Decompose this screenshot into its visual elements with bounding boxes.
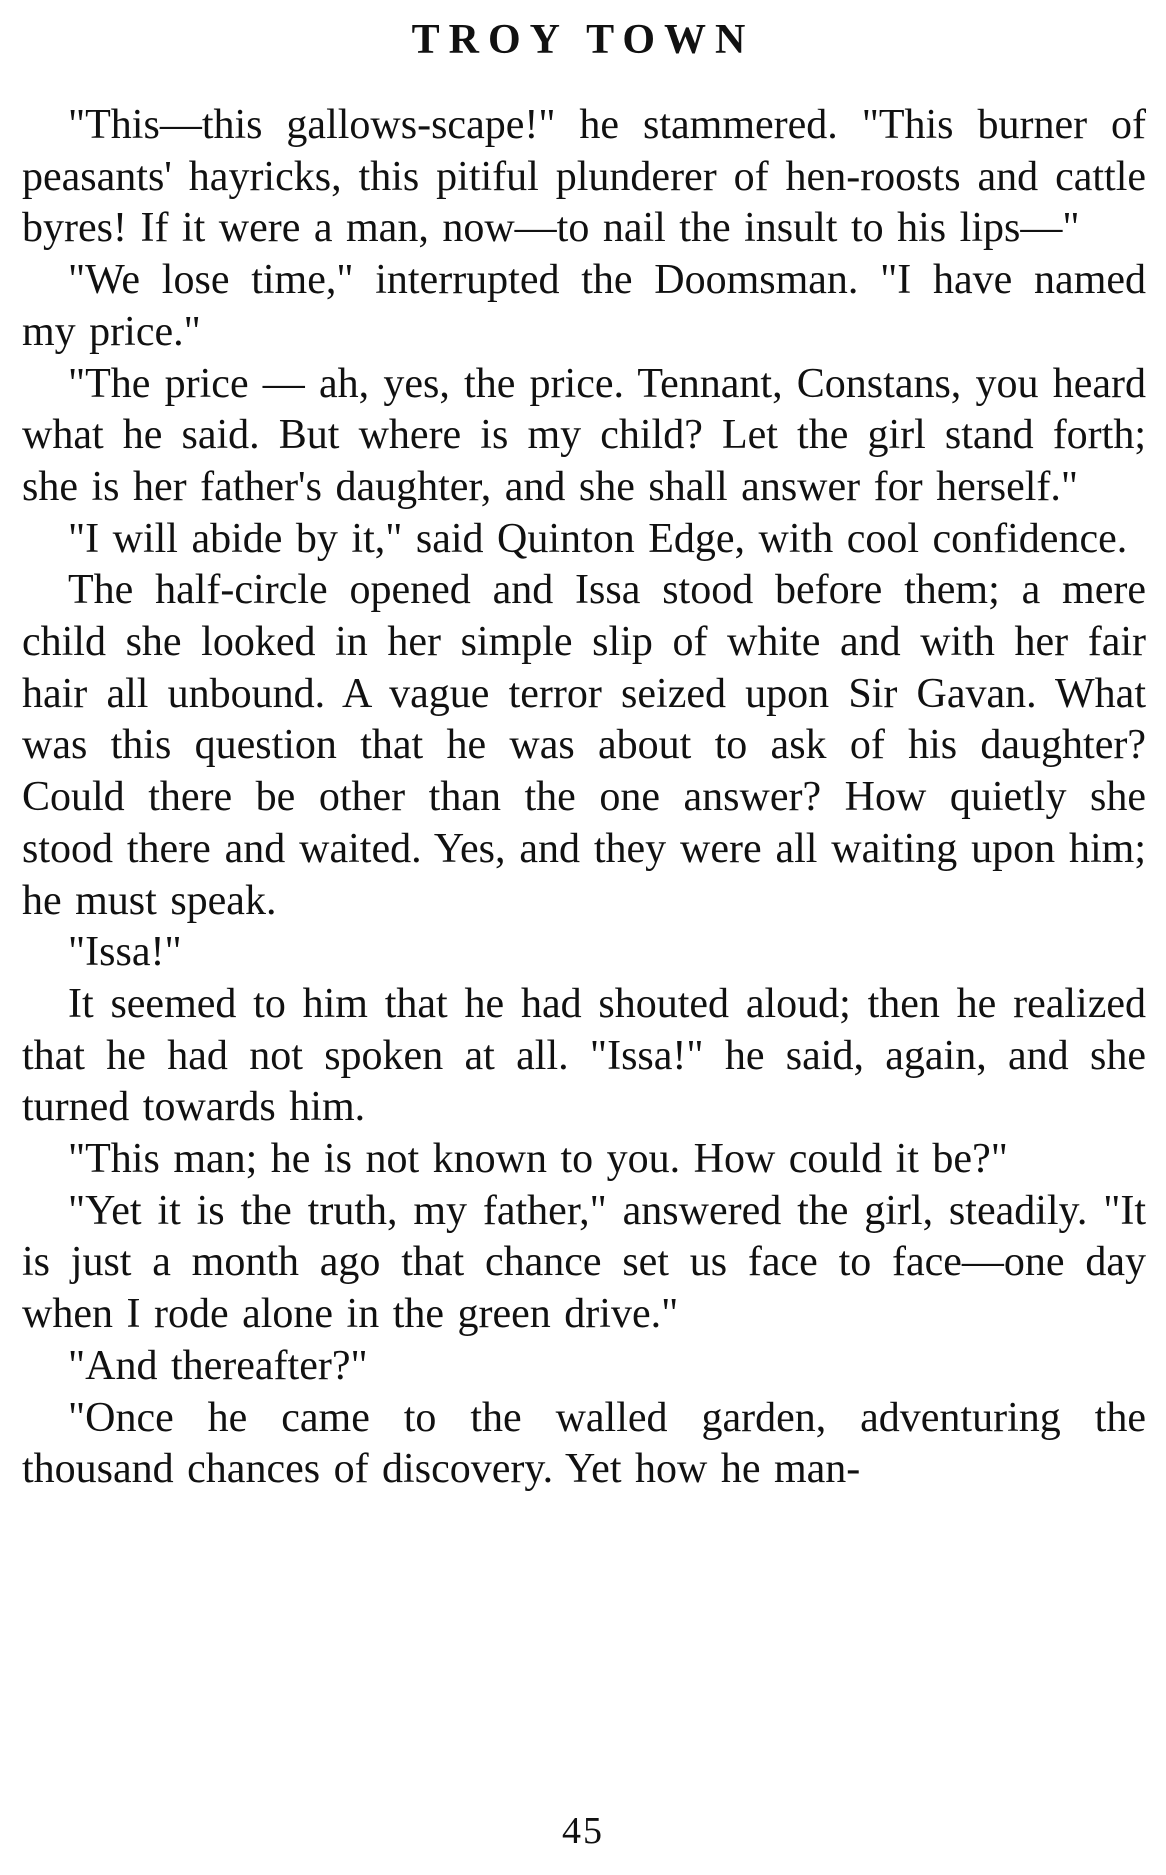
running-head: TROY TOWN — [411, 17, 755, 63]
paragraph: "This man; he is not known to you. How could it be?" — [68, 1136, 1008, 1183]
paragraph: "This—this gallows-scape!" he stammered. "This burner of peasants' hayricks, this pitiful plunderer of hen-roosts and cattle byres! If it were a man, now—to nail the insult to his lips—" — [22, 102, 1146, 252]
body-text — [22, 100, 1146, 1496]
paragraph: The half-circle opened and Issa stood before them; a mere child she looked in her simple slip of white and with her fair hair all unbound. A vague terror seized upon Sir Gavan. What was this question that he was about to ask of his daughter? Could there be other than the one answer? How quietly she stood there and waited. Yes, and they were all waiting upon him; he must speak. — [22, 567, 1146, 924]
paragraph: "Once he came to the walled garden, adventuring the thousand chances of discovery. Yet how he man- — [22, 1394, 1146, 1493]
paragraph: "And thereafter?" — [68, 1342, 368, 1389]
paragraph: "The price — ah, yes, the price. Tennant, Constans, you heard what he said. But where is my child? Let the girl stand forth; she is her father's daughter, and she shall answer for herself." — [22, 360, 1146, 510]
paragraph: "Issa!" — [68, 929, 182, 976]
paragraph: "Yet it is the truth, my father," answered the girl, steadily. "It is just a month ago that chance set us face to face—one day when I rode alone in the green drive." — [22, 1187, 1146, 1338]
paragraph: It seemed to him that he had shouted aloud; then he realized that he had not spoken at all. "Issa!" he said, again, and she turned towards him. — [22, 980, 1146, 1131]
paragraph: "We lose time," interrupted the Doomsman. "I have named my price." — [22, 257, 1146, 355]
paragraph: "I will abide by it," said Quinton Edge, with cool confidence. — [68, 515, 1128, 562]
page-number: 45 — [562, 1810, 604, 1852]
